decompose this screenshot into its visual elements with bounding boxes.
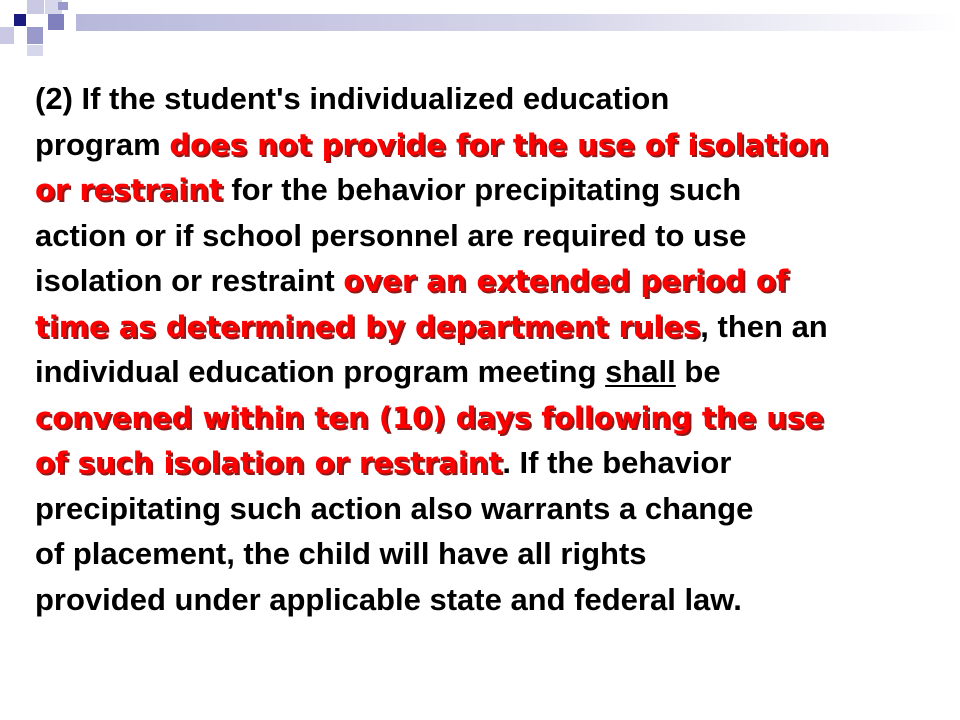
deco-square-periwinkle-small (58, 2, 68, 10)
deco-square-lavender-top (27, 0, 44, 14)
deco-square-navy (14, 14, 26, 26)
slide-header-decoration (0, 0, 960, 60)
body-text: . If the behavior (502, 445, 732, 480)
header-gradient-bar (76, 14, 960, 31)
emphasized-text: convened within ten (10) days following the use (35, 400, 824, 435)
text-line (35, 76, 935, 122)
emphasized-text: or restraint (35, 173, 223, 207)
emphasized-text: time as determined by department rules (35, 309, 701, 344)
body-text: of placement, the child will have all rights (35, 536, 647, 571)
text-line (35, 440, 935, 486)
deco-square-periwinkle-low (27, 27, 43, 44)
underlined-text: shall (605, 354, 676, 389)
body-text: isolation or restraint (35, 263, 344, 298)
text-line (35, 486, 935, 532)
text-line (35, 122, 935, 168)
emphasized-text: does not provide for the use of isolation (169, 127, 829, 162)
deco-square-lavender-bottom (27, 45, 43, 56)
deco-square-periwinkle (48, 14, 64, 30)
body-text: provided under applicable state and federal law. (35, 581, 742, 617)
body-text: precipitating such action also warrants a change (35, 490, 754, 526)
body-text: action or if school personnel are required to use (35, 217, 747, 253)
text-line (35, 577, 935, 623)
slide-body-text (35, 76, 935, 622)
emphasized-text: over an extended period of (343, 264, 789, 298)
text-line (35, 167, 935, 213)
text-line (35, 395, 935, 441)
body-text: individual education program meeting (35, 354, 606, 389)
body-text: (2) If the student's individualized education (35, 81, 670, 116)
deco-square-lavender-left (0, 27, 14, 44)
body-text: program (35, 126, 170, 162)
text-line (35, 258, 935, 304)
text-line (35, 304, 935, 350)
body-text: for the behavior precipitating such (222, 172, 742, 207)
body-text: be (675, 354, 721, 389)
text-line (35, 349, 935, 395)
emphasized-text: of such isolation or restraint (35, 446, 503, 480)
text-line (35, 531, 935, 577)
text-line (35, 213, 935, 259)
body-text: , then an (700, 308, 828, 344)
